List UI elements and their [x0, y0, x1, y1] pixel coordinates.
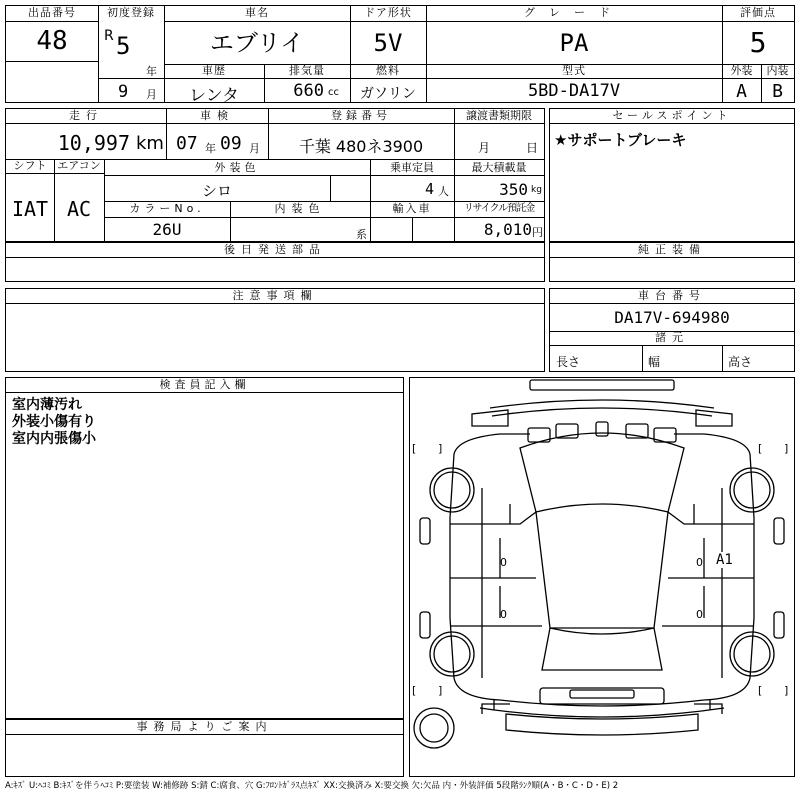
sales-point-label: セールスポイント: [550, 109, 794, 124]
shift-label: シフト: [13, 159, 47, 172]
svg-text:[: [: [412, 684, 417, 697]
door-type-label: ドア形状: [364, 6, 412, 19]
svg-text:0: 0: [696, 608, 703, 621]
inspector-notes-box: [5, 377, 404, 719]
office-info-label: 事務局よりご案内: [6, 720, 403, 735]
legend-text: A:ｷｽﾞ U:ﾍｺﾐ B:ｷｽﾞを伴うﾍｺﾐ P:要塗装 W:補修跡 S:錆 C:腐食、穴 G:ﾌﾛﾝﾄｶﾞﾗｽ点ｷｽﾞ XX:交換済み X:要交換 欠:欠品 内・外装評価 5段階ﾗﾝｸ順(A・B・C・D・E) 2: [5, 781, 619, 791]
registration-month: 9: [118, 82, 129, 102]
svg-text:[: [: [412, 442, 417, 455]
svg-text:0: 0: [500, 556, 507, 569]
door-type: 5V: [373, 29, 403, 57]
car-diagram-box: [409, 377, 795, 777]
exterior-grade: A: [736, 81, 747, 102]
mileage-unit: km: [136, 133, 164, 154]
recycle-deposit: 8,010: [483, 220, 532, 239]
max-load-label: 最大積載量: [471, 161, 527, 174]
aircon-label: エアコン: [57, 159, 101, 172]
era: R: [104, 28, 114, 44]
max-load-unit: kg: [531, 185, 542, 195]
svg-text:]: ]: [438, 442, 443, 455]
import-car-label: 輸入車: [392, 202, 432, 215]
exterior-color-label: 外装色: [214, 161, 260, 174]
color-number: 26U: [152, 220, 182, 239]
registration-number-label: 登録番号: [331, 109, 391, 122]
mileage: 10,997: [57, 131, 130, 155]
interior-grade: B: [772, 81, 783, 102]
svg-text:0: 0: [500, 608, 507, 621]
exterior-color: シロ: [201, 182, 232, 200]
score: 5: [749, 26, 767, 59]
recycle-deposit-label: リサイクル預託金: [463, 203, 535, 214]
width-label: 幅: [648, 355, 661, 369]
dimensions-label: 諸元: [655, 331, 689, 344]
score-label: 評価点: [740, 6, 776, 19]
shift: IAT: [11, 197, 49, 221]
length-label: 長さ: [556, 355, 581, 369]
inspector-notes-label: 検査員記入欄: [6, 378, 403, 393]
color-number-label: カラーNo.: [129, 202, 205, 215]
inspection-month: 09: [220, 133, 242, 154]
later-parts-label: 後日発送部品: [6, 243, 544, 258]
svg-text:[: [: [758, 684, 763, 697]
sales-point: ★サポートブレーキ: [554, 131, 687, 149]
caution-box: [5, 288, 545, 372]
history-label: 車歴: [202, 64, 226, 77]
displacement: 660: [293, 81, 324, 101]
fuel-label: 燃料: [376, 64, 400, 77]
transfer-day-unit: 日: [526, 141, 539, 155]
details-block: [5, 108, 545, 242]
transfer-deadline-label: 譲渡書類期限: [466, 109, 532, 122]
svg-text:[: [: [758, 442, 763, 455]
capacity: 4: [424, 180, 434, 198]
chassis-number-label: 車台番号: [638, 289, 706, 302]
inspection-year-unit: 年: [205, 142, 216, 155]
office-info-box: [5, 719, 404, 777]
note-line: 室内薄汚れ: [12, 397, 82, 413]
lot-number-label: 出品番号: [28, 6, 76, 19]
header-block: [5, 5, 795, 106]
car-name-label: 車名: [245, 6, 269, 19]
month-unit: 月: [146, 88, 157, 101]
capacity-label: 乗車定員: [390, 161, 434, 174]
interior-color-label: 内装色: [274, 202, 326, 215]
model-label: 型式: [562, 64, 586, 77]
interior-color-unit: 系: [356, 228, 367, 241]
car-name: エブリイ: [209, 29, 305, 57]
displacement-label: 排気量: [289, 64, 325, 77]
fuel: ガソリン: [360, 86, 416, 102]
grade-label: グレード: [524, 6, 624, 19]
note-line: 室内内張傷小: [12, 431, 96, 447]
genuine-equipment-label: 純正装備: [550, 243, 794, 258]
car-diagram: [410, 378, 794, 776]
svg-text:]: ]: [438, 684, 443, 697]
lot-number: 48: [36, 26, 68, 56]
inspection-month-unit: 月: [249, 142, 260, 155]
mileage-label: 走行: [69, 109, 103, 122]
caution-label: 注意事項欄: [6, 289, 544, 304]
svg-text:0: 0: [696, 556, 703, 569]
capacity-unit: 人: [438, 185, 449, 198]
max-load: 350: [499, 180, 528, 199]
exterior-grade-label: 外装: [730, 64, 753, 77]
inspection-year: 07: [176, 133, 198, 154]
registration-year: 5: [116, 32, 131, 60]
chassis-box: [549, 288, 795, 372]
sales-point-box: [549, 108, 795, 242]
recycle-unit: 円: [532, 226, 543, 239]
grade: PA: [559, 29, 589, 57]
later-parts-box: [5, 242, 545, 282]
model-code: 5BD-DA17V: [527, 81, 621, 101]
history: レンタ: [189, 86, 239, 106]
inspection-label: 車検: [200, 109, 234, 122]
genuine-equipment-box: [549, 242, 795, 282]
height-label: 高さ: [728, 355, 753, 369]
interior-grade-label: 内装: [766, 64, 789, 77]
svg-text:]: ]: [784, 442, 789, 455]
svg-text:]: ]: [784, 684, 789, 697]
transfer-month-unit: 月: [478, 141, 491, 155]
chassis-number: DA17V-694980: [614, 308, 730, 327]
aircon: AC: [66, 197, 92, 221]
damage-mark: A1: [716, 552, 733, 568]
year-unit: 年: [146, 65, 157, 78]
registration-number: 千葉 480ネ3900: [298, 137, 424, 156]
first-registration-label: 初度登録: [107, 6, 155, 19]
note-line: 外装小傷有り: [12, 414, 96, 430]
displacement-unit: cc: [328, 87, 339, 98]
